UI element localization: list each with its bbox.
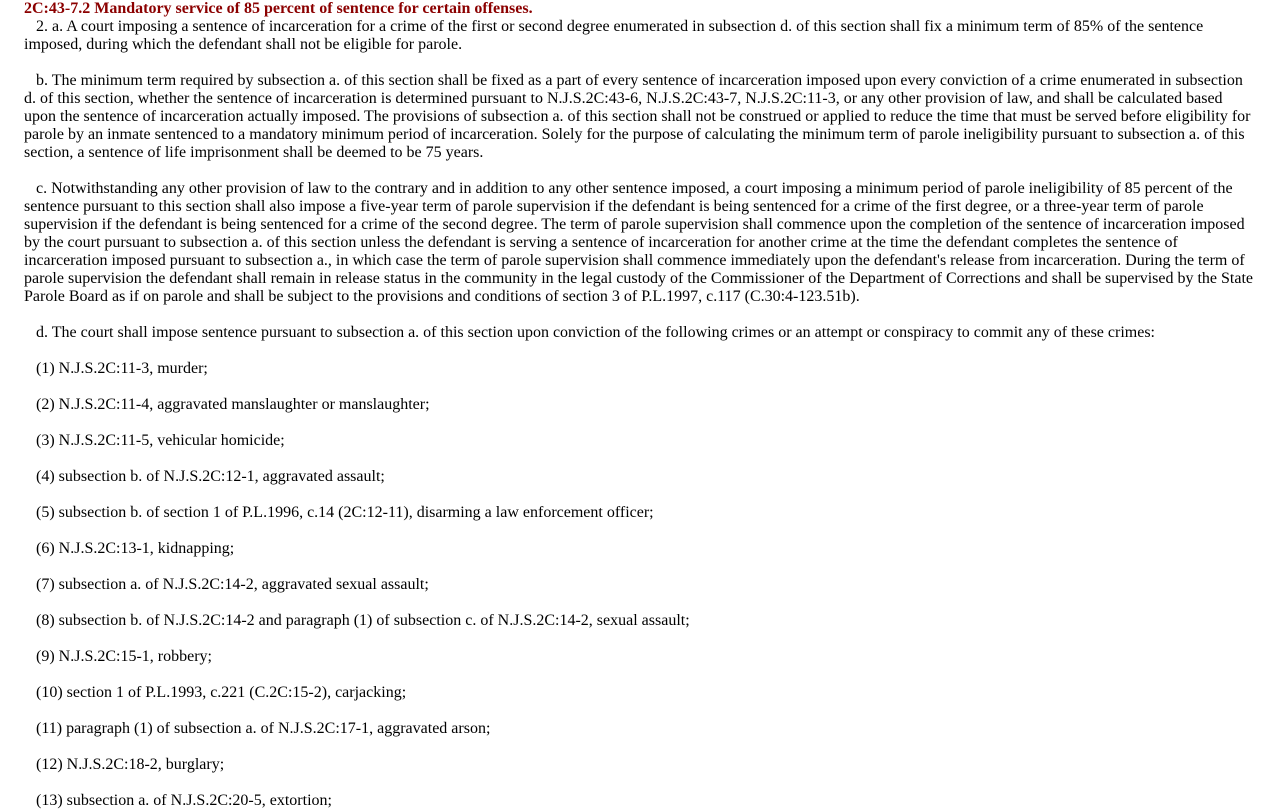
section-title: 2C:43-7.2 Mandatory service of 85 percent of sentence for certain offenses.: [24, 0, 533, 17]
paragraph-c: c. Notwithstanding any other provision of law to the contrary and in addition to any other sentence imposed, a court imposing a minimum period of parole ineligibility of 85 percent of the sentence pursuant to this section shall also impose a five-year term of parole supervision if the defendant is being sentenced for a crime of the first degree, or a three-year term of parole supervision if the defendant is being sentenced for a crime of the second degree. The term of parole supervision shall commence upon the completion of the sentence of incarceration imposed by the court pursuant to subsection a. of this section unless the defendant is serving a sentence of incarceration for another crime at the time the defendant completes the sentence of incarceration imposed pursuant to subsection a., in which case the term of parole supervision shall commence immediately upon the defendant's release from incarceration. During the term of parole supervision the defendant shall remain in release status in the community in the legal custody of the Commissioner of the Department of Corrections and shall be supervised by the State Parole Board as if on parole and shall be subject to the provisions and conditions of section 3 of P.L.1997, c.117 (C.30:4-123.51b).: [24, 180, 1254, 305]
list-item: (7) subsection a. of N.J.S.2C:14-2, aggravated sexual assault;: [36, 576, 429, 593]
list-spacer: [24, 558, 1256, 576]
list-item: (8) subsection b. of N.J.S.2C:14-2 and paragraph (1) of subsection c. of N.J.S.2C:14-2, sexual assault;: [36, 612, 690, 629]
list-item: (9) N.J.S.2C:15-1, robbery;: [36, 648, 212, 665]
list-spacer: [24, 450, 1256, 468]
paragraph-spacer: [24, 342, 1256, 360]
paragraph-spacer: [24, 162, 1256, 180]
list-spacer: [24, 666, 1256, 684]
list-item: (6) N.J.S.2C:13-1, kidnapping;: [36, 540, 235, 557]
list-spacer: [24, 774, 1256, 792]
list-item: (11) paragraph (1) of subsection a. of N.J.S.2C:17-1, aggravated arson;: [36, 720, 491, 737]
list-spacer: [24, 738, 1256, 756]
list-item: (5) subsection b. of section 1 of P.L.1996, c.14 (2C:12-11), disarming a law enforcement officer;: [36, 504, 654, 521]
paragraph-a: 2. a. A court imposing a sentence of incarceration for a crime of the first or second degree enumerated in subsection d. of this section shall fix a minimum term of 85% of the sentence imposed, during which the defendant shall not be eligible for parole.: [24, 18, 1204, 53]
paragraph-d: d. The court shall impose sentence pursuant to subsection a. of this section upon conviction of the following crimes or an attempt or conspiracy to commit any of these crimes:: [36, 324, 1155, 341]
list-item: (4) subsection b. of N.J.S.2C:12-1, aggravated assault;: [36, 468, 385, 485]
list-spacer: [24, 594, 1256, 612]
list-item: (10) section 1 of P.L.1993, c.221 (C.2C:15-2), carjacking;: [36, 684, 407, 701]
paragraph-b: b. The minimum term required by subsection a. of this section shall be fixed as a part of every sentence of incarceration imposed upon every conviction of a crime enumerated in subsection d. of this section, whether the sentence of incarceration is determined pursuant to N.J.S.2C:43-6, N.J.S.2C:43-7, N.J.S.2C:11-3, or any other provision of law, and shall be calculated based upon the sentence of incarceration actually imposed. The provisions of subsection a. of this section shall not be construed or applied to reduce the time that must be served before eligibility for parole by an inmate sentenced to a mandatory minimum period of incarceration. Solely for the purpose of calculating the minimum term of parole ineligibility pursuant to subsection a. of this section, a sentence of life imprisonment shall be deemed to be 75 years.: [24, 72, 1251, 161]
list-spacer: [24, 378, 1256, 396]
list-spacer: [24, 522, 1256, 540]
list-spacer: [24, 486, 1256, 504]
list-item: (12) N.J.S.2C:18-2, burglary;: [36, 756, 225, 773]
list-spacer: [24, 630, 1256, 648]
list-item: (3) N.J.S.2C:11-5, vehicular homicide;: [36, 432, 285, 449]
list-spacer: [24, 702, 1256, 720]
paragraph-spacer: [24, 54, 1256, 72]
paragraph-spacer: [24, 306, 1256, 324]
list-item: (13) subsection a. of N.J.S.2C:20-5, extortion;: [36, 792, 332, 809]
list-spacer: [24, 414, 1256, 432]
statute-content: [24, 0, 1256, 810]
list-item: (1) N.J.S.2C:11-3, murder;: [36, 360, 208, 377]
list-item: (2) N.J.S.2C:11-4, aggravated manslaughter or manslaughter;: [36, 396, 430, 413]
